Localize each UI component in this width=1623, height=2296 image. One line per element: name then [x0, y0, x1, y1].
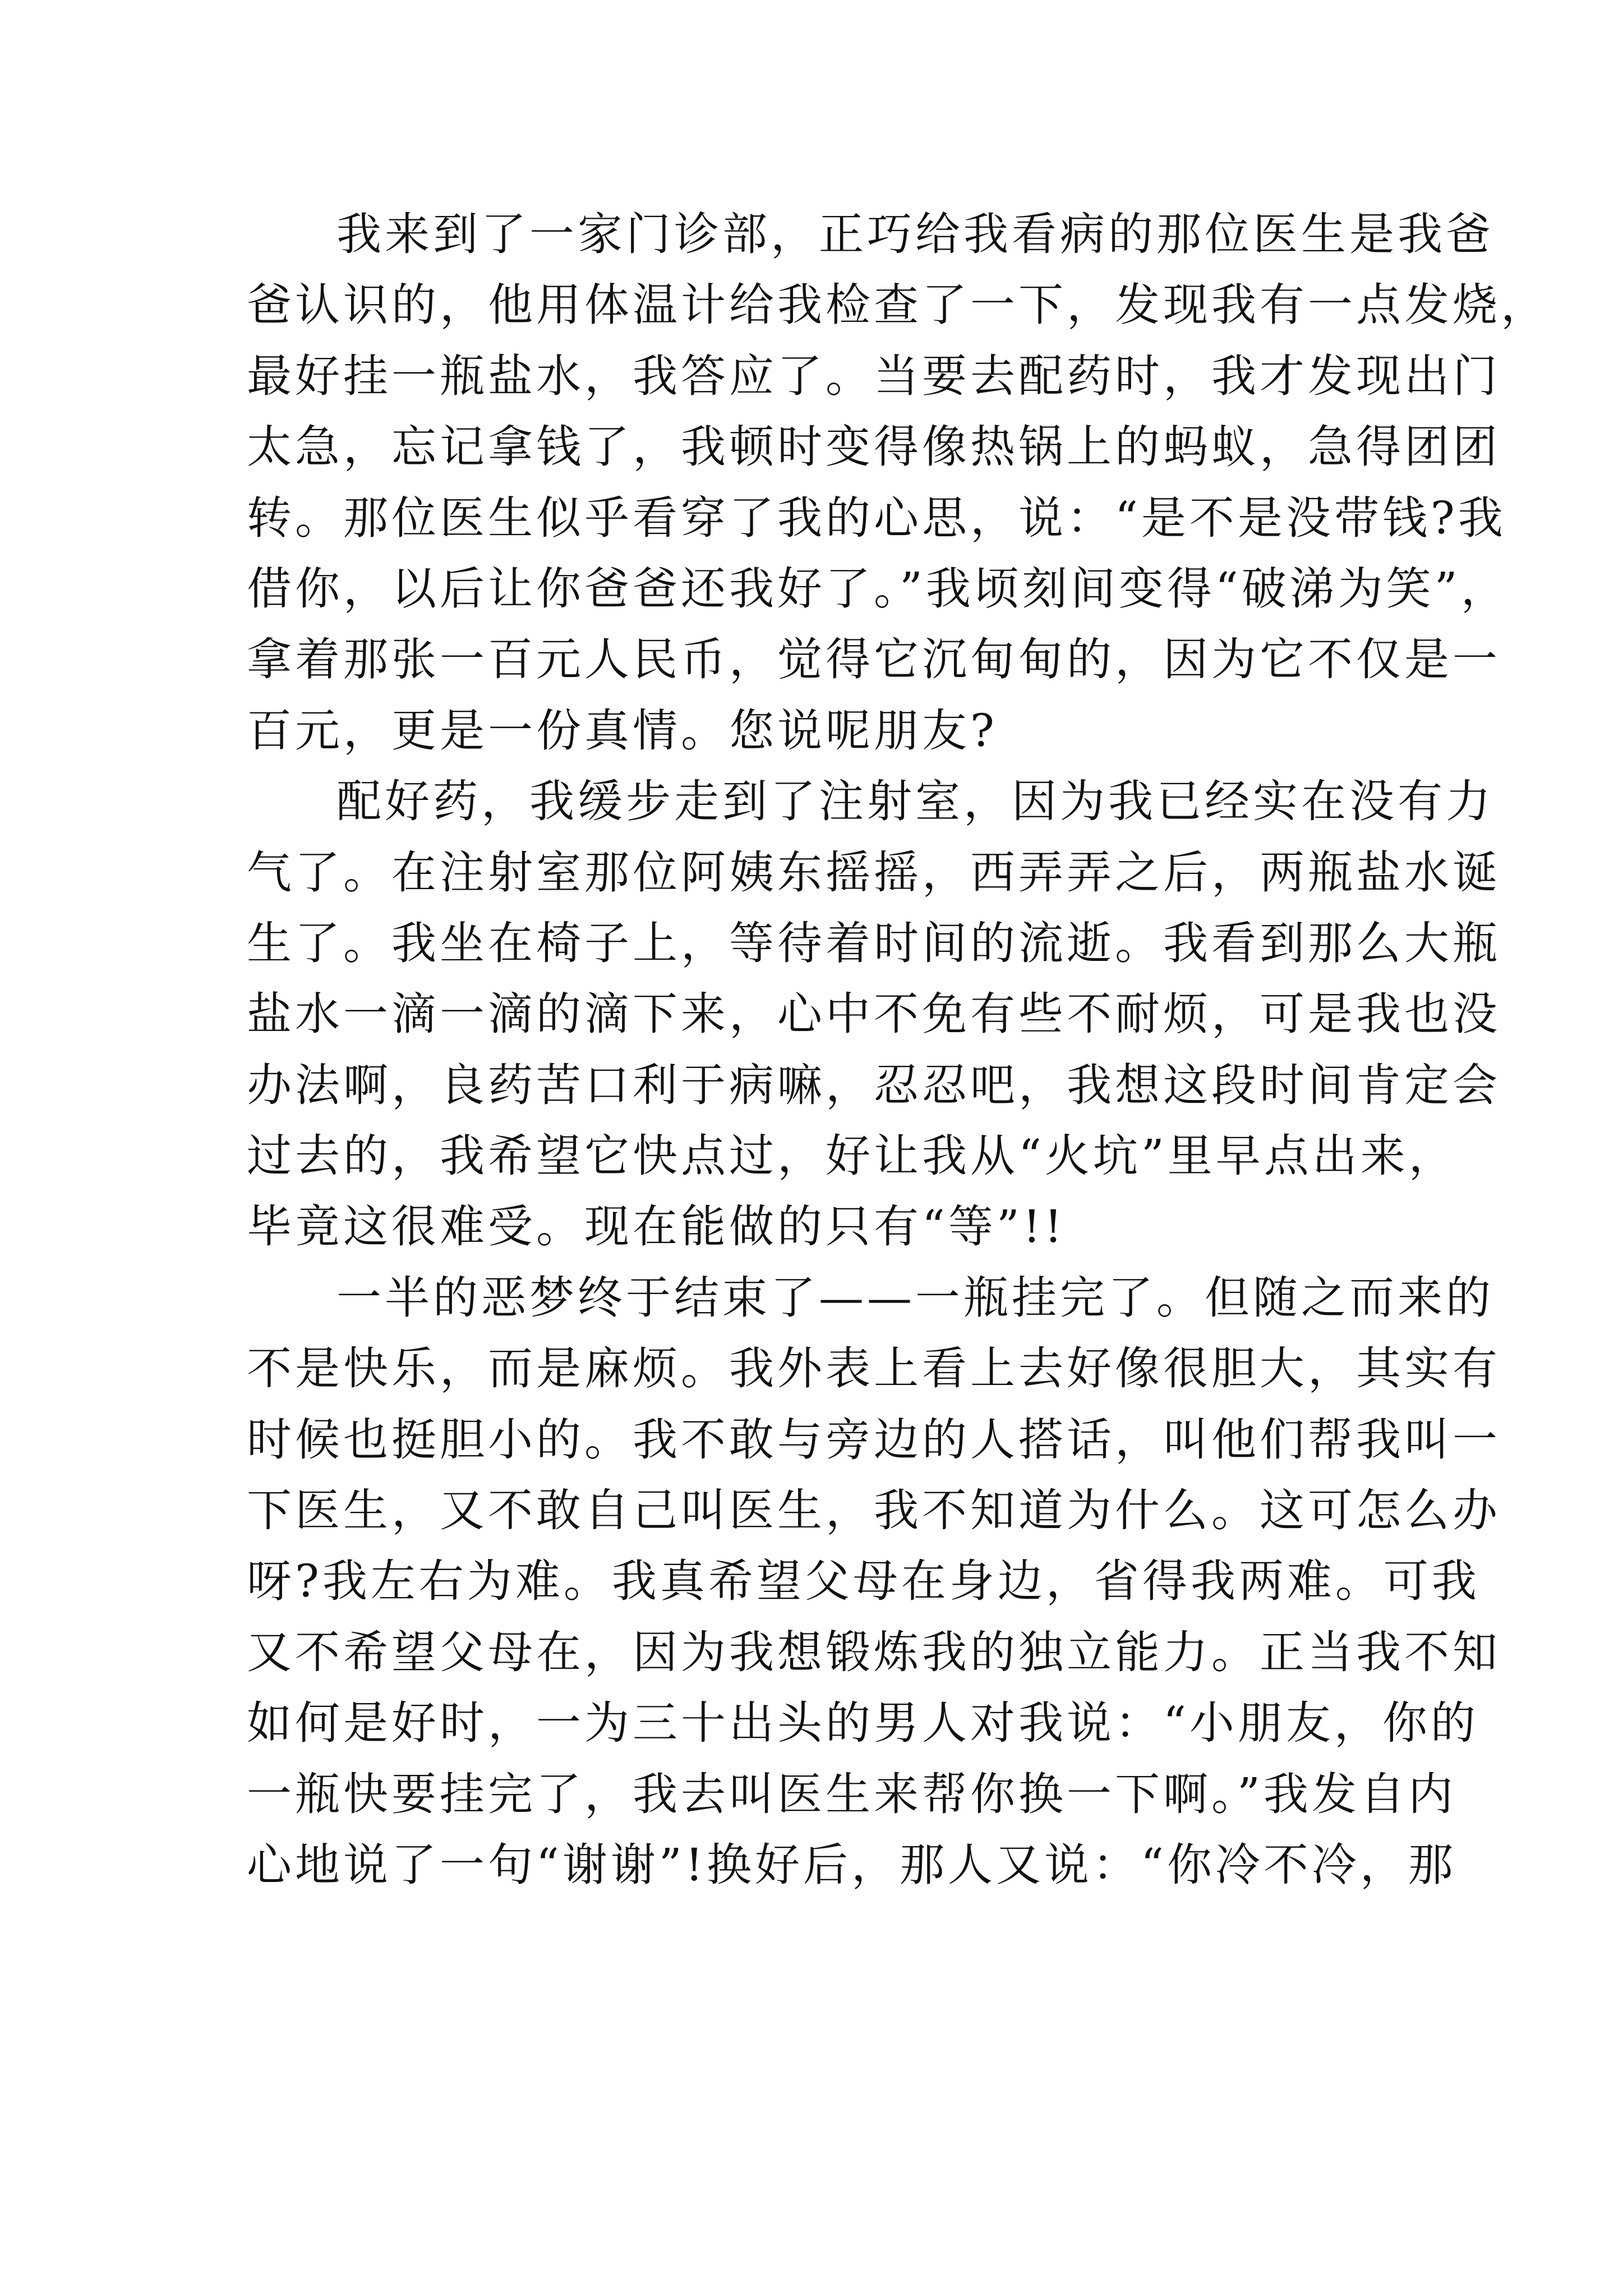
text-line: 呀?我左右为难。我真希望父母在身边，省得我两难。可我 [247, 1555, 1480, 1608]
text-line: 办法啊，良药苦口利于病嘛，忍忍吧，我想这段时间肯定会 [247, 1059, 1501, 1111]
text-line: 过去的，我希望它快点过，好让我从“火坑”里早点出来， [247, 1130, 1457, 1182]
text-line: 百元，更是一份真情。您说呢朋友? [247, 704, 998, 757]
text-line: 生了。我坐在椅子上，等待着时间的流逝。我看到那么大瓶 [247, 917, 1501, 969]
text-line: 爸认识的，他用体温计给我检查了一下，发现我有一点发烧， [247, 279, 1549, 332]
paragraph-3 [247, 1263, 1501, 1901]
text-line: 毕竟这很难受。现在能做的只有“等”!! [247, 1200, 1066, 1253]
text-line: 我来到了一家门诊部，正巧给我看病的那位医生是我爸 [336, 208, 1494, 260]
text-line: 配好药，我缓步走到了注射室，因为我已经实在没有力 [336, 775, 1494, 828]
text-line: 借你，以后让你爸爸还我好了。”我顷刻间变得“破涕为笑”， [247, 562, 1509, 615]
paragraph-2 [247, 766, 1501, 1263]
text-line: 下医生，又不敢自己叫医生，我不知道为什么。这可怎么办 [247, 1484, 1501, 1537]
document-body [247, 199, 1549, 1901]
text-line: 一瓶快要挂完了，我去叫医生来帮你换一下啊。”我发自内 [247, 1768, 1456, 1820]
text-line: 气了。在注射室那位阿姨东摇摇，西弄弄之后，两瓶盐水诞 [247, 846, 1501, 899]
text-line: 最好挂一瓶盐水，我答应了。当要去配药时，我才发现出门 [247, 349, 1501, 402]
text-line: 盐水一滴一滴的滴下来，心中不免有些不耐烦，可是我也没 [247, 988, 1501, 1041]
text-line: 太急，忘记拿钱了，我顿时变得像热锅上的蚂蚁，急得团团 [247, 421, 1501, 473]
text-line: 心地说了一句“谢谢”!换好后，那人又说：“你冷不冷，那 [247, 1838, 1456, 1891]
text-line: 一半的恶梦终于结束了——一瓶挂完了。但随之而来的 [336, 1271, 1494, 1324]
text-line: 转。那位医生似乎看穿了我的心思，说：“是不是没带钱?我 [247, 491, 1506, 544]
text-line: 如何是好时，一为三十出头的男人对我说：“小朋友，你的 [247, 1697, 1479, 1750]
text-line: 时候也挺胆小的。我不敢与旁边的人搭话，叫他们帮我叫一 [247, 1413, 1501, 1466]
text-line: 拿着那张一百元人民币，觉得它沉甸甸的，因为它不仅是一 [247, 633, 1501, 686]
paragraph-1 [247, 199, 1549, 766]
text-line: 不是快乐，而是麻烦。我外表上看上去好像很胆大，其实有 [247, 1342, 1501, 1395]
text-line: 又不希望父母在，因为我想锻炼我的独立能力。正当我不知 [247, 1626, 1501, 1678]
